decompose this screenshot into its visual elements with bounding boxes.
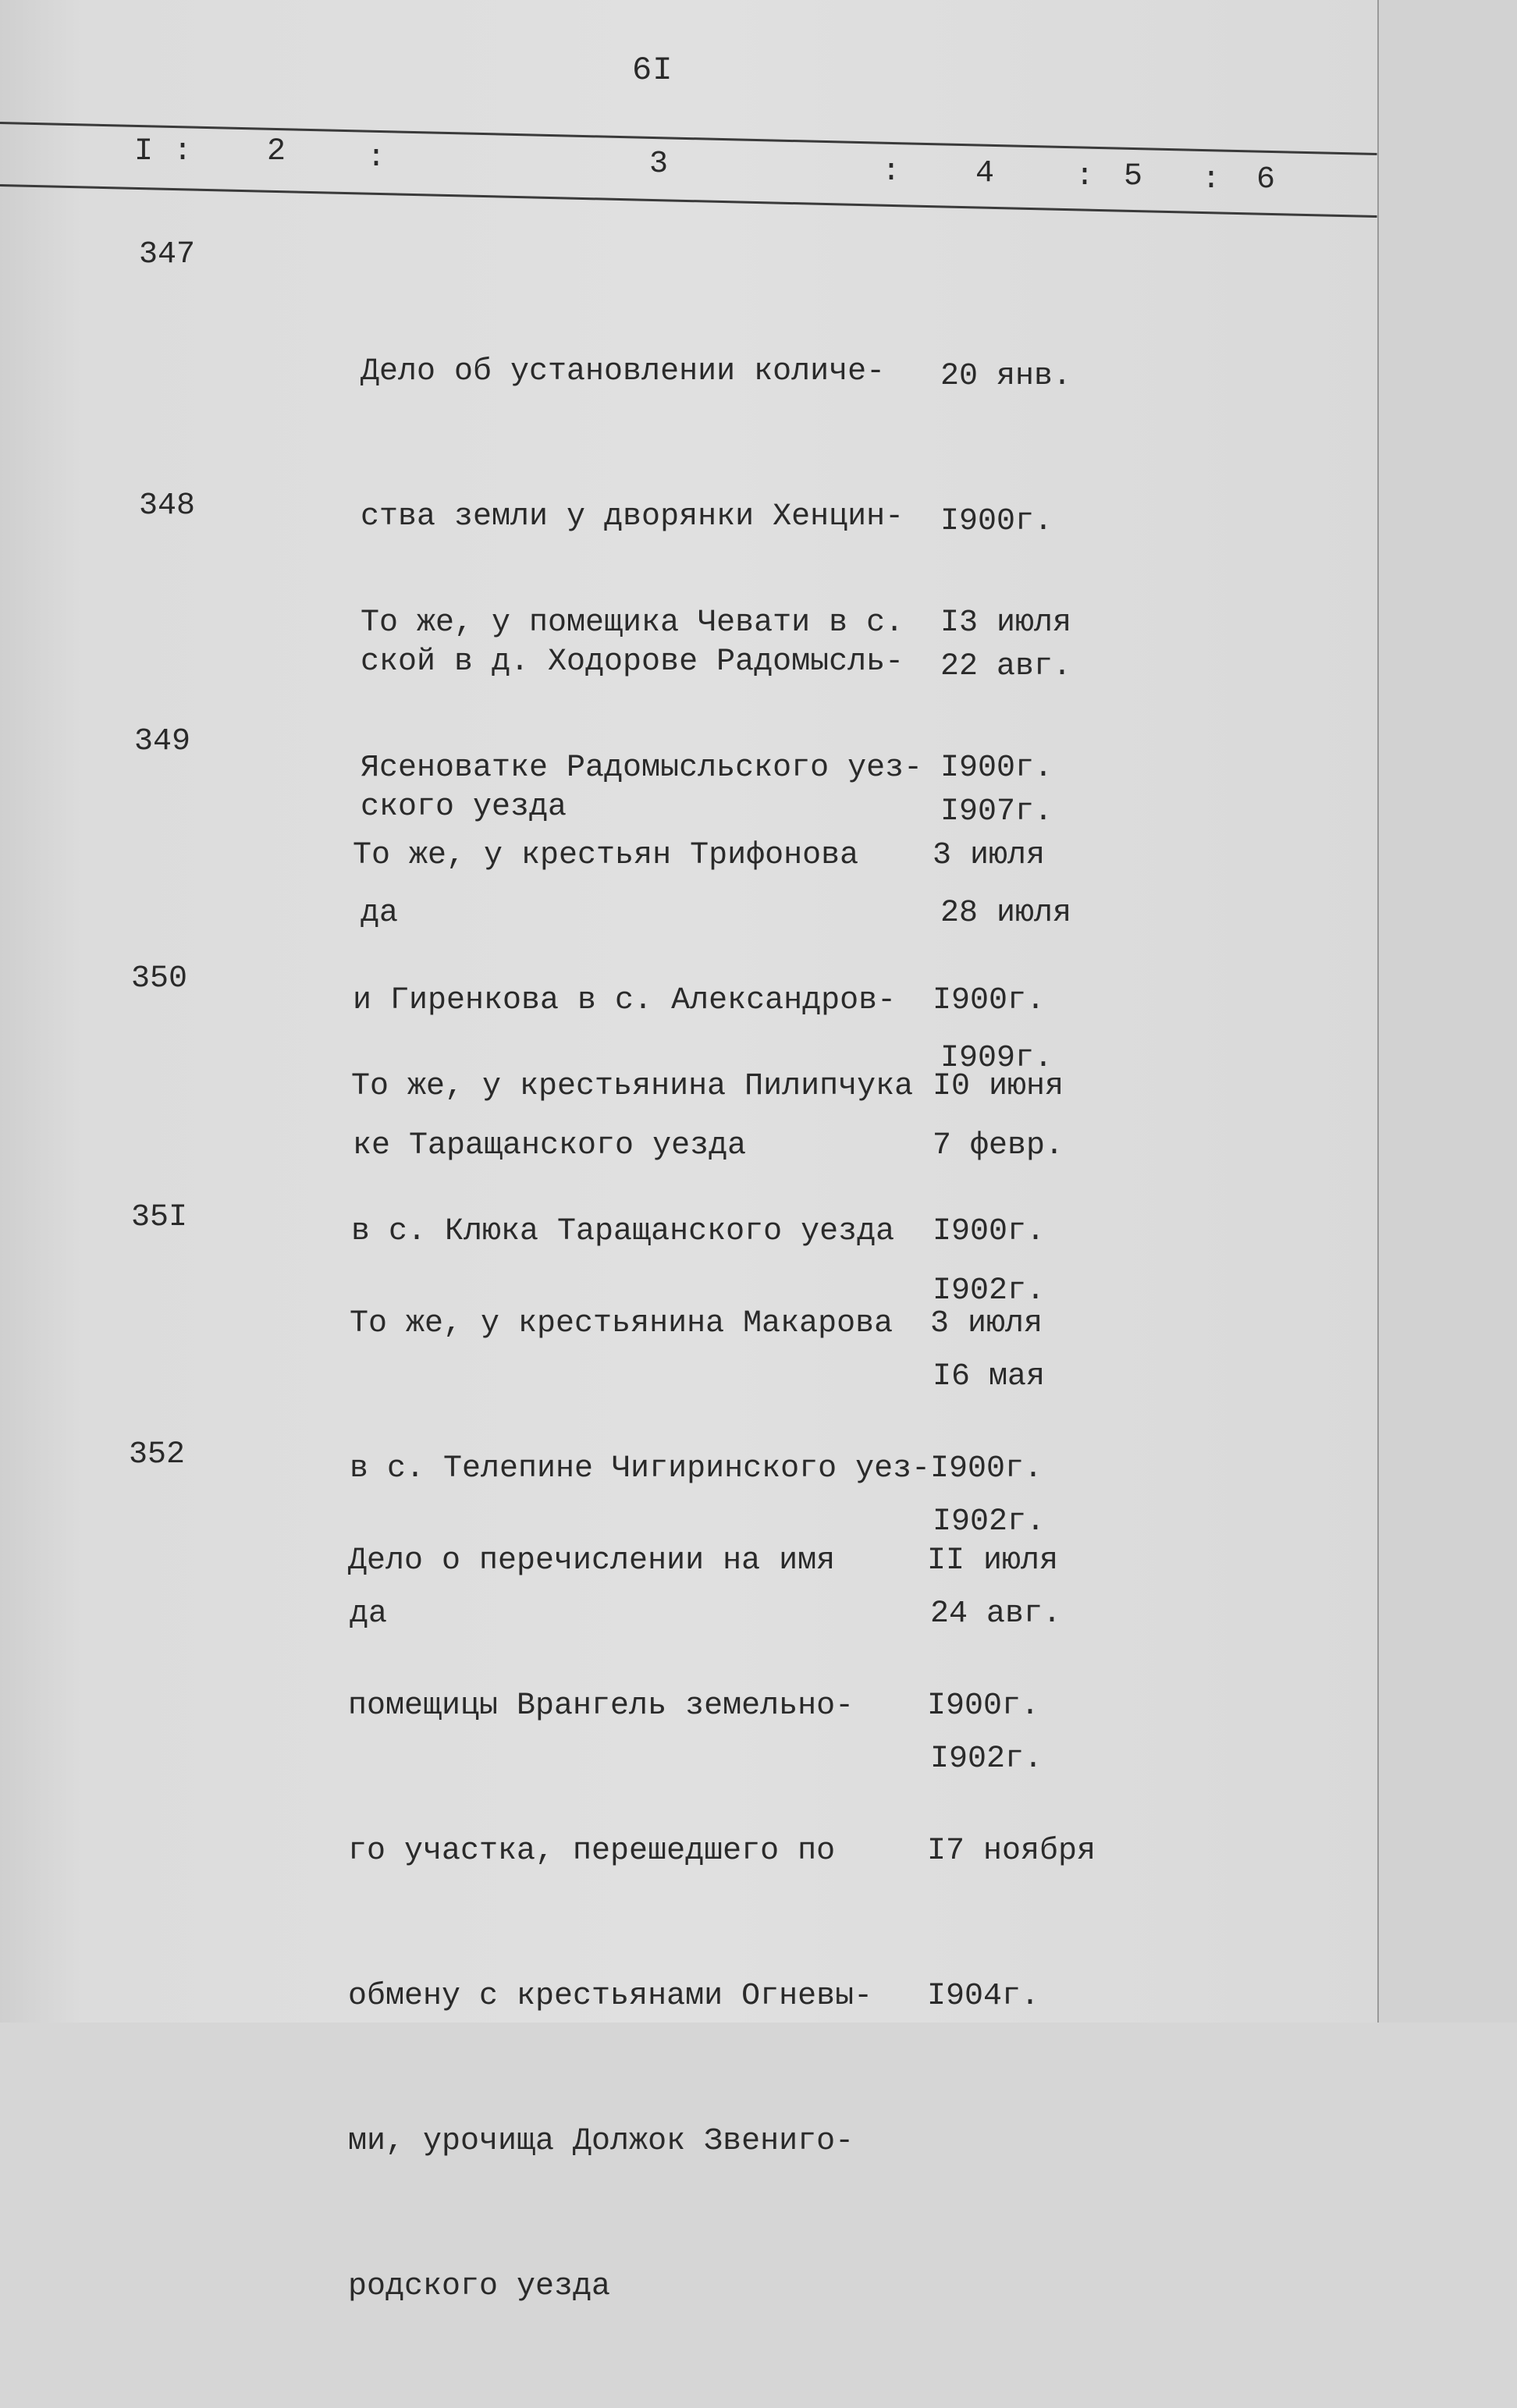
- date-start: I3 июля: [940, 606, 1072, 641]
- entry-number: 349: [134, 724, 191, 759]
- date-start: II июля: [927, 1543, 1059, 1579]
- description-line: ства земли у дворянки Хенцин-: [361, 499, 904, 535]
- entry-number: 350: [131, 961, 188, 996]
- entry-number: 352: [129, 1437, 186, 1472]
- date-start-year: I900г.: [933, 983, 1046, 1018]
- date-end-year: I902г.: [930, 1742, 1043, 1777]
- description-line: в с. Телепине Чигиринского уез-: [350, 1451, 931, 1486]
- description-line: и Гиренкова в с. Александров-: [353, 983, 897, 1018]
- column-separator: :: [882, 154, 901, 190]
- description-line: да: [361, 896, 399, 931]
- column-header-5: 5: [1124, 159, 1143, 194]
- description-line: То же, у крестьянина Макарова: [350, 1306, 894, 1341]
- column-separator: :: [367, 140, 386, 176]
- description-line: родского уезда: [348, 2269, 611, 2304]
- page-number: 6I: [632, 51, 673, 89]
- entry-dates: [927, 1440, 1096, 2118]
- column-header-4: 4: [975, 156, 995, 191]
- date-start-year: I900г.: [930, 1451, 1043, 1486]
- date-end: 28 июля: [940, 896, 1072, 931]
- date-end-year: I902г.: [933, 1273, 1046, 1309]
- date-start-year: I900г.: [927, 1689, 1040, 1724]
- description-line: То же, у крестьян Трифонова: [353, 838, 859, 873]
- entry-number: 347: [139, 237, 196, 272]
- description-line: Дело о перечислении на имя: [348, 1543, 836, 1579]
- date-end-year: I909г.: [940, 1041, 1053, 1076]
- date-end: 22 авг.: [940, 649, 1072, 684]
- date-start-year: I900г.: [940, 504, 1053, 539]
- date-end-year: I904г.: [927, 1979, 1040, 2014]
- column-header-2: 2: [267, 134, 286, 169]
- entry-description: [348, 1440, 872, 2408]
- date-end: I6 мая: [933, 1359, 1046, 1394]
- column-header-3: 3: [649, 147, 669, 182]
- page-backing: [1379, 0, 1517, 2023]
- date-end: 7 февр.: [933, 1128, 1064, 1163]
- date-end-year: I902г.: [933, 1504, 1046, 1540]
- entry-number: 35I: [131, 1200, 188, 1235]
- column-separator: :: [173, 134, 193, 169]
- date-start: 3 июля: [930, 1306, 1043, 1341]
- description-line: То же, у помещика Чевати в с.: [361, 606, 904, 641]
- description-line: ке Таращанского уезда: [353, 1128, 747, 1163]
- date-end: I7 ноября: [927, 1834, 1096, 1869]
- description-line: в с. Клюка Таращанского уезда: [351, 1214, 895, 1249]
- description-line: Ясеноватке Радомысльского уез-: [361, 751, 923, 786]
- date-end: 24 авг.: [930, 1596, 1062, 1632]
- date-start: 3 июля: [933, 838, 1046, 873]
- description-line: ского уезда: [361, 790, 567, 825]
- description-line: обмену с крестьянами Огневы-: [348, 1979, 873, 2014]
- description-line: Дело об установлении количе-: [361, 354, 886, 389]
- header-rule-top: [0, 122, 1377, 155]
- header-rule-bottom: [0, 184, 1377, 218]
- date-start: 20 янв.: [940, 359, 1072, 394]
- column-separator: :: [1075, 159, 1095, 194]
- description-line: го участка, перешедшего по: [348, 1834, 836, 1869]
- date-start-year: I900г.: [933, 1214, 1046, 1249]
- description-line: помещицы Врангель земельно-: [348, 1689, 854, 1724]
- date-end-year: I907г.: [940, 794, 1053, 829]
- column-header-6: 6: [1256, 162, 1276, 197]
- date-start-year: I900г.: [940, 751, 1053, 786]
- description-line: да: [350, 1596, 388, 1632]
- date-start: I0 июня: [933, 1069, 1064, 1104]
- column-header-1: I: [134, 134, 154, 169]
- description-line: То же, у крестьянина Пилипчука: [351, 1069, 914, 1104]
- entry-number: 348: [139, 488, 196, 524]
- column-separator: :: [1202, 162, 1221, 197]
- description-line: ской в д. Ходорове Радомысль-: [361, 645, 904, 680]
- description-line: ми, урочища Должок Звениго-: [348, 2124, 854, 2159]
